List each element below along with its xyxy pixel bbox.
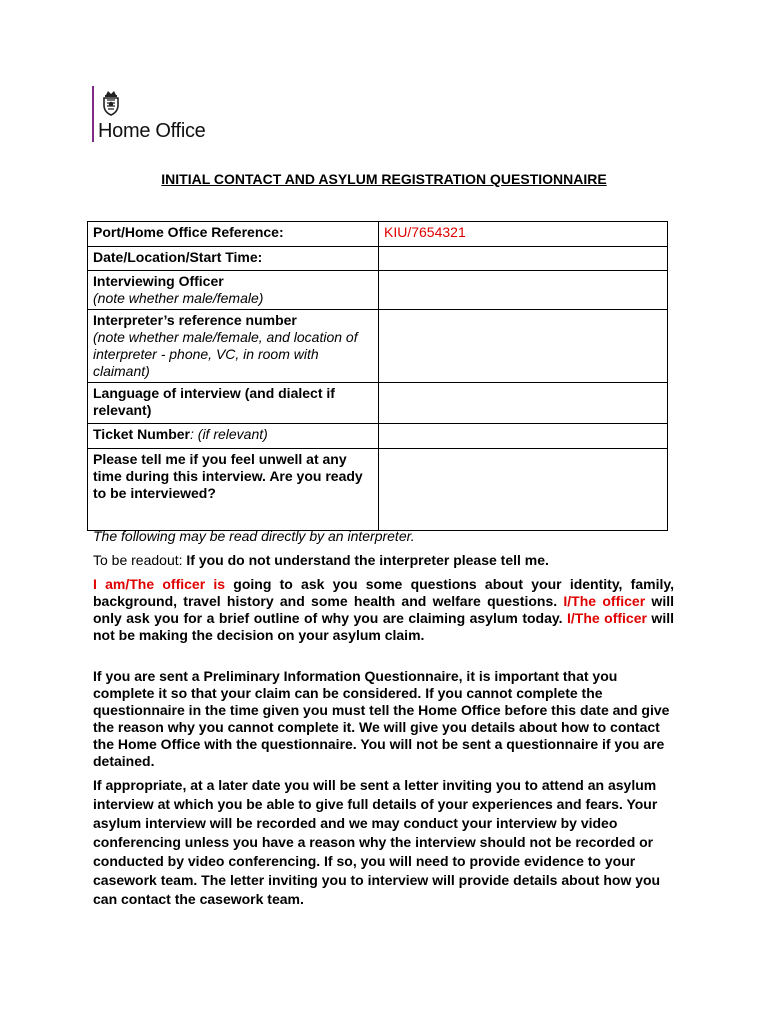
interpreter-reference-value[interactable] <box>379 310 668 383</box>
interpreter-instruction: The following may be read directly by an interpreter. <box>93 528 415 544</box>
royal-crest-icon <box>100 90 122 116</box>
registration-form-table <box>87 221 668 531</box>
wellbeing-question-label: Please tell me if you feel unwell at any time during this interview. Are you ready to be interviewed? <box>88 449 379 531</box>
paragraph-text: will not be making the decision on your asylum claim. <box>93 610 674 643</box>
readout-prefix: To be readout: <box>93 552 187 568</box>
wellbeing-answer-value[interactable] <box>379 449 668 531</box>
org-name: Home Office <box>98 120 206 142</box>
logo-accent-bar <box>92 86 94 142</box>
table-row <box>88 222 668 247</box>
paragraph-text: will only ask you for a brief outline of why you are claiming asylum today. <box>93 593 674 626</box>
officer-role-text: I am/The officer is <box>93 576 226 592</box>
ticket-number-label: Ticket Number: (if relevant) <box>88 424 379 449</box>
readout-line <box>93 552 674 569</box>
paragraph-text: going to ask you some questions about your identity, family, background, travel history and some health and welfare questions. <box>93 576 674 609</box>
interviewing-officer-value[interactable] <box>379 271 668 310</box>
language-value[interactable] <box>379 383 668 424</box>
questionnaire-paragraph: If you are sent a Preliminary Information Questionnaire, it is important that you complete it so that your claim can be considered. If you cannot complete the questionnaire in the time given you must tell the Home Office before this date and give the reason why you cannot complete it. We will give you details about how to contact the Home Office with the questionnaire. You will not be sent a questionnaire if you are detained. <box>93 668 670 769</box>
interpreter-note: (note whether male/female, and location of interpreter - phone, VC, in room with claimant) <box>93 329 358 379</box>
reference-label: Port/Home Office Reference: <box>88 222 379 247</box>
officer-role-text: I/The officer <box>563 593 646 609</box>
page-title: INITIAL CONTACT AND ASYLUM REGISTRATION QUESTIONNAIRE <box>161 171 607 187</box>
table-row <box>88 383 668 424</box>
ticket-note: : (if relevant) <box>190 426 268 442</box>
table-row <box>88 271 668 310</box>
officer-note: (note whether male/female) <box>93 290 264 306</box>
readout-text: If you do not understand the interpreter please tell me. <box>186 552 549 568</box>
intro-paragraph <box>93 576 674 644</box>
table-row <box>88 247 668 271</box>
date-location-value[interactable] <box>379 247 668 271</box>
language-label: Language of interview (and dialect if relevant) <box>88 383 379 424</box>
interviewing-officer-label: Interviewing Officer (note whether male/female) <box>88 271 379 310</box>
officer-role-text: I/The officer <box>567 610 647 626</box>
table-row <box>88 310 668 383</box>
table-row <box>88 424 668 449</box>
table-row <box>88 449 668 531</box>
ticket-number-value[interactable] <box>379 424 668 449</box>
interpreter-reference-label: Interpreter’s reference number (note whether male/female, and location of interpreter - phone, VC, in room with claimant) <box>88 310 379 383</box>
date-location-label: Date/Location/Start Time: <box>88 247 379 271</box>
reference-value[interactable]: KIU/7654321 <box>379 222 668 247</box>
interview-paragraph: If appropriate, at a later date you will be sent a letter inviting you to attend an asylum interview at which you be able to give full details of your experiences and fears. Your asylum interview will be recorded and we may conduct your interview by video conferencing unless you have a reason why the interview should not be recorded or conducted by video conferencing. If so, you will need to provide evidence to your casework team. The letter inviting you to interview will provide details about how you can contact the casework team. <box>93 777 661 907</box>
